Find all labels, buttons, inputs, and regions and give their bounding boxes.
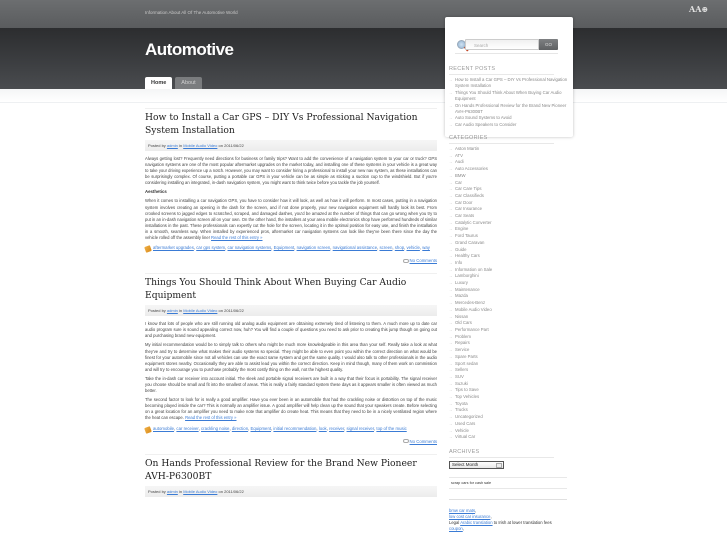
author-link[interactable]: admin: [166, 308, 178, 314]
post-meta: [145, 305, 437, 316]
category-link[interactable]: → Mazda: [449, 293, 569, 300]
categories-list: [449, 146, 569, 441]
tag-link[interactable]: car receiver: [176, 425, 199, 431]
widget-title: ARCHIVES: [449, 449, 554, 458]
post-title[interactable]: Things You Should Think About When Buying Car Audio Equipment: [145, 273, 437, 302]
tag-link[interactable]: aftermarket upgrades: [153, 245, 194, 251]
category-link[interactable]: → Maintenance: [449, 287, 569, 294]
post-paragraph: [145, 397, 437, 421]
post-date: 2011/06/22: [224, 143, 244, 148]
link-text: Legal: [449, 520, 460, 525]
main-nav: [145, 77, 202, 89]
sidebar: [445, 17, 573, 545]
post-date: 2011/06/22: [224, 308, 244, 314]
post-tags: [145, 245, 437, 252]
chevron-down-icon: [496, 463, 502, 468]
tag-link[interactable]: way: [422, 245, 430, 251]
search-go-button[interactable]: GO: [539, 39, 558, 50]
recent-post-link[interactable]: → Car Audio Speakers to Consider: [449, 122, 569, 128]
links-widget: bmw car mats, low cost car insurance, Legal Arabic translation to Irish at lower translation fees coupon,: [449, 508, 552, 531]
post: [145, 273, 437, 443]
category-link[interactable]: → Catalytic Converter: [449, 220, 569, 227]
post-date: 2011/06/22: [224, 488, 244, 494]
tag-link[interactable]: navigational assistance: [332, 245, 378, 251]
comments-link[interactable]: No Comments: [409, 438, 437, 444]
read-more-link[interactable]: Read the rest of this entry »: [185, 415, 237, 421]
category-link[interactable]: → Top Vehicles: [449, 394, 569, 401]
recent-post-link[interactable]: → On Hands Professional Review for the Brand New Pioneer AVH-P6300BT: [449, 103, 569, 116]
category-link[interactable]: → Spare Parts: [449, 354, 569, 361]
category-link[interactable]: → Car: [449, 180, 569, 187]
category-link[interactable]: → BMW: [449, 173, 569, 180]
post-subheading: Aesthetics: [145, 189, 167, 195]
category-link[interactable]: → Tips to Save: [449, 387, 569, 394]
top-bar: [0, 0, 727, 28]
tag-link[interactable]: navigation screen: [296, 245, 331, 251]
tag-icon: [144, 245, 152, 253]
recent-posts-widget: [449, 66, 569, 128]
category-link[interactable]: → Uncategorized: [449, 414, 569, 421]
category-link[interactable]: → Information on Sale: [449, 267, 569, 274]
sponsor-link[interactable]: low cost car insurance: [449, 514, 491, 519]
tag-link[interactable]: top of the music: [376, 425, 407, 431]
author-link[interactable]: admin: [166, 143, 178, 148]
category-link[interactable]: Mobile Audio Video: [183, 488, 218, 494]
category-link[interactable]: → Car Care Tips: [449, 186, 569, 193]
paragraph-text: The second factor to look for is really a good amplifier. Have you ever been in an automobile that had the crackling noise or distortion on top of the music becoming played inside the car? This is normally an amplifier issue. A good amplifier will help clean up the sound that your speakers create. Before selecting on a great location for an amplifier you need to make note that amplifier do create heat. This means that they need to be in a nicely ventilated region where the heat can escape.: [145, 397, 437, 421]
sponsor-link[interactable]: Arabic translation: [460, 520, 493, 525]
category-link[interactable]: → Performance Part: [449, 327, 569, 334]
comments-link[interactable]: No Comments: [409, 258, 437, 264]
tag-link[interactable]: initial recommendation: [273, 425, 317, 431]
font-size-control-icon[interactable]: AA⊕: [689, 4, 709, 14]
tag-link[interactable]: signal receiver: [346, 425, 374, 431]
category-link[interactable]: → Old Cars: [449, 320, 569, 327]
post-title[interactable]: How to Install a Car GPS – DIY Vs Professional Navigation System Installation: [145, 108, 437, 137]
site-tagline: Information About All Of The Automotive World: [145, 10, 238, 15]
tag-link[interactable]: automobile: [153, 425, 175, 431]
text-widget: scrap cars for cash sale: [449, 477, 567, 489]
tag-link[interactable]: Equipment: [250, 425, 272, 431]
category-link[interactable]: → Engine: [449, 226, 569, 233]
search-input[interactable]: Search: [465, 39, 539, 50]
category-link[interactable]: → Car Classifieds: [449, 193, 569, 200]
meta-prefix: Posted by: [148, 143, 166, 148]
post-meta: [145, 486, 437, 497]
category-link[interactable]: → Luxury: [449, 280, 569, 287]
site-title[interactable]: Automotive: [145, 40, 234, 59]
tag-link[interactable]: crackling noise: [201, 425, 230, 431]
meta-prefix: Posted by: [148, 488, 166, 494]
header-divider: [0, 89, 727, 103]
category-link[interactable]: → Used Cars: [449, 421, 569, 428]
sponsor-link[interactable]: coupon: [449, 526, 463, 531]
category-link[interactable]: → Mobile Audio Video: [449, 307, 569, 314]
category-link[interactable]: → Sellers: [449, 367, 569, 374]
tab-home[interactable]: Home: [145, 77, 172, 89]
meta-in: in: [178, 143, 183, 148]
recent-post-link[interactable]: → Things You Should Think About When Buying Car Audio Equipment: [449, 90, 569, 103]
post-title[interactable]: On Hands Professional Review for the Brand New Pioneer AVH-P6300BT: [145, 454, 437, 483]
archives-widget: [449, 449, 569, 532]
category-link[interactable]: → Suzuki: [449, 381, 569, 388]
category-link[interactable]: → SUV: [449, 374, 569, 381]
post: [145, 454, 437, 497]
meta-on: on: [218, 308, 223, 314]
category-link[interactable]: → Problem: [449, 334, 569, 341]
widget-title: RECENT POSTS: [449, 66, 554, 75]
category-link[interactable]: → Trucks: [449, 407, 569, 414]
tag-link[interactable]: screen: [379, 245, 393, 251]
comment-bubble-icon: [403, 439, 409, 443]
meta-in: in: [178, 488, 183, 494]
category-link[interactable]: → Toyota: [449, 401, 569, 408]
category-link[interactable]: Mobile Audio Video: [183, 143, 218, 148]
post-paragraph: My initial recommendation would be to simply talk to others who might be much more knowledgeable in this area than your self. Really take a look at what they've and try to determine what makes their audio systems so special. They might be able to even point you within the correct direction on what would be finest for your automobile since not all vehicles can use the exact same system and get the same quality. I would also talk to other professionals in the audio equipment stores nearby. Occasionally they are able to assist lead you within the correct direction. Keep in mind though, many of them work on commission and will try to encourage you to purchase probably the most costly thing on the wall, not the highest quality.: [145, 342, 437, 372]
tag-icon: [144, 426, 152, 434]
category-link[interactable]: → Info: [449, 260, 569, 267]
comment-bubble-icon: [403, 259, 409, 263]
category-link[interactable]: → Auto Accessories: [449, 166, 569, 173]
main-content: [145, 108, 437, 507]
category-link[interactable]: → Mercedes-Benz: [449, 300, 569, 307]
tag-link[interactable]: direction: [231, 425, 249, 431]
category-link[interactable]: → Grand Caravan: [449, 240, 569, 247]
category-link[interactable]: → Healthy Cars: [449, 253, 569, 260]
post-paragraph: I know that lots of people who are still running old analog audio equipment are obtaining extremely tired of listening to them. A much more up to date car audio program sure is sound appealing correct now, huh? You will find a couple of questions you need to ask prior to creating this jump though on going out and purchasing brand new equipment.: [145, 321, 437, 339]
tag-link[interactable]: shop: [394, 245, 405, 251]
category-link[interactable]: → Service: [449, 347, 569, 354]
post-paragraph: Always getting lost? Frequently need directions for business or family trips? Want to add the convenience of a navigation system to your car or truck? GPS navigation systems are one of the most popular aftermarket upgrades on the market today, and installing one of these systems in your vehicle is a great way to take your driving experience up a notch. However, you may want to consider hiring a professional to install your new nav system, as these installations can be surprisingly complex. Of course, putting a portable car GPS in your vehicle can be as simple as sticking a suction cup to the windshield. But if you're considering installing an integrated, in-dash navigation system, you might want to think twice before you tackle the job yourself.: [145, 156, 437, 186]
tag-list: aftermarket upgrades, car gps system, car navigation systems, Equipment, navigation screen, navigational assistance, screen, shop, vehicle, way: [153, 245, 430, 251]
sponsor-link[interactable]: bmw car mats: [449, 508, 476, 513]
comments-area: [145, 258, 437, 263]
link-text: to Irish at lower translation fees: [493, 520, 552, 525]
tag-link[interactable]: vehicle: [406, 245, 420, 251]
recent-post-link[interactable]: → Auto Sound Systems to Avoid: [449, 115, 569, 121]
divider: [455, 53, 558, 54]
category-link[interactable]: → Ford Taurus: [449, 233, 569, 240]
tag-link[interactable]: receiver: [329, 425, 345, 431]
tab-about[interactable]: About: [175, 77, 201, 89]
search-form: [455, 39, 558, 51]
tag-link[interactable]: look: [318, 425, 327, 431]
meta-in: in: [178, 308, 183, 314]
comments-area: [145, 439, 437, 444]
category-link[interactable]: → Sport sedan: [449, 361, 569, 368]
widget-title: CATEGORIES: [449, 135, 554, 144]
tag-link[interactable]: car gps system: [196, 245, 226, 251]
tag-list: automobile, car receiver, crackling noise, direction, Equipment, initial recommendation, look, receiver, signal receiver, top of the music: [153, 425, 407, 431]
archive-month-select[interactable]: [449, 461, 504, 469]
tag-link[interactable]: Equipment: [273, 245, 295, 251]
divider: [449, 499, 567, 500]
recent-posts-list: [449, 77, 569, 128]
recent-post-link[interactable]: → How to Install a Car GPS – DIY Vs Professional Navigation System Installation: [449, 77, 569, 90]
post-meta: [145, 140, 437, 151]
read-more-link[interactable]: Read the rest of this entry »: [211, 235, 263, 241]
category-link[interactable]: → Lamborghini: [449, 273, 569, 280]
meta-prefix: Posted by: [148, 308, 166, 314]
post-paragraph: Take the in-dash car receiver into account initial. The sleek and portable signal receivers are built in a way that their focus is portability. The signal receiver you choose should be small and fit into the smallest of areas. This is really a fairly standard system these days as it appears smaller is often viewed as much better.: [145, 375, 437, 394]
meta-on: on: [218, 488, 223, 494]
post: [145, 108, 437, 263]
categories-widget: [449, 135, 569, 441]
category-link[interactable]: Mobile Audio Video: [183, 308, 218, 314]
category-link[interactable]: → Car Door: [449, 200, 569, 207]
select-value: Select Month: [452, 462, 479, 467]
category-link[interactable]: → Audi: [449, 159, 569, 166]
tag-link[interactable]: car navigation systems: [227, 245, 272, 251]
category-link[interactable]: → Repairs: [449, 340, 569, 347]
category-link[interactable]: → Virtual Car: [449, 434, 569, 441]
category-link[interactable]: → ATV: [449, 153, 569, 160]
paragraph-text: When it comes to installing a car navigation GPS, you have to consider how it will look, as well as how it will perform. In most cases, putting in a navigation system involves creating an opening in the dash for the screen, and if not done properly, your new navigation equipment will hardly look its best. From crooked screens to jagged edges to scratched, scraped, and damaged dashes, you'd be amazed at the number of things that can go wrong when you try to put in an in-dash navigation screen all on your own. On the other hand, the installers at your area mobile electronics shop have performed hundreds of similar installations in the past. These professionals can expertly cut the hole for the screen, locating it in the optimal position for easy use, and finish the installation in a smooth, seamless way. When installed by experienced pros, aftermarket car navigation systems can look like they've been there since the day the vehicle rolled off the assembly line!: [145, 198, 437, 241]
category-link[interactable]: → Nissan: [449, 314, 569, 321]
meta-on: on: [218, 143, 223, 148]
category-link[interactable]: → Car Insurance: [449, 206, 569, 213]
site-header: [0, 28, 727, 89]
post-paragraph: [145, 198, 437, 241]
author-link[interactable]: admin: [166, 488, 178, 494]
category-link[interactable]: → Vehicle: [449, 428, 569, 435]
category-link[interactable]: → Guide: [449, 247, 569, 254]
category-link[interactable]: → Car Seats: [449, 213, 569, 220]
category-link[interactable]: → Aston Martin: [449, 146, 569, 153]
post-tags: [145, 426, 437, 433]
